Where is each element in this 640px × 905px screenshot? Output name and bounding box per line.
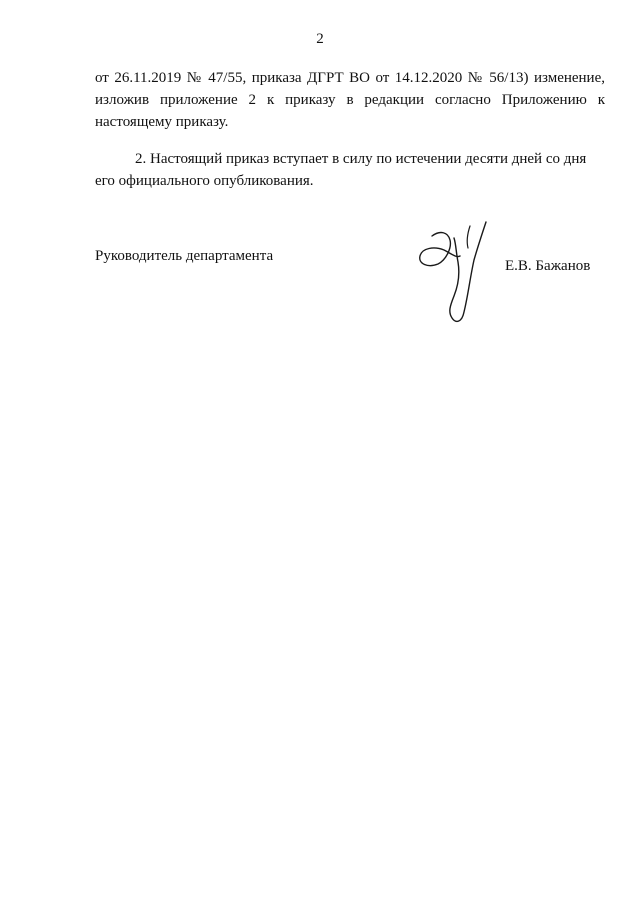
paragraph-line: его официального опубликования. [95, 173, 314, 189]
signatory-name: Е.В. Бажанов [505, 258, 591, 274]
paragraph-amendment [95, 67, 605, 133]
page-number: 2 [316, 31, 324, 47]
paragraph-effective-date [95, 148, 605, 192]
paragraph-line: настоящему приказу. [95, 114, 229, 130]
paragraph-line: от 26.11.2019 № 47/55, приказа ДГРТ ВО от 14.12.2020 № 56/13) изменение, [95, 70, 605, 86]
signature-icon [410, 212, 500, 332]
paragraph-line: изложив приложение 2 к приказу в редакции согласно Приложению к [95, 92, 605, 108]
signatory-role: Руководитель департамента [95, 248, 274, 264]
paragraph-line: 2. Настоящий приказ вступает в силу по истечении десяти дней со дня [135, 151, 587, 167]
